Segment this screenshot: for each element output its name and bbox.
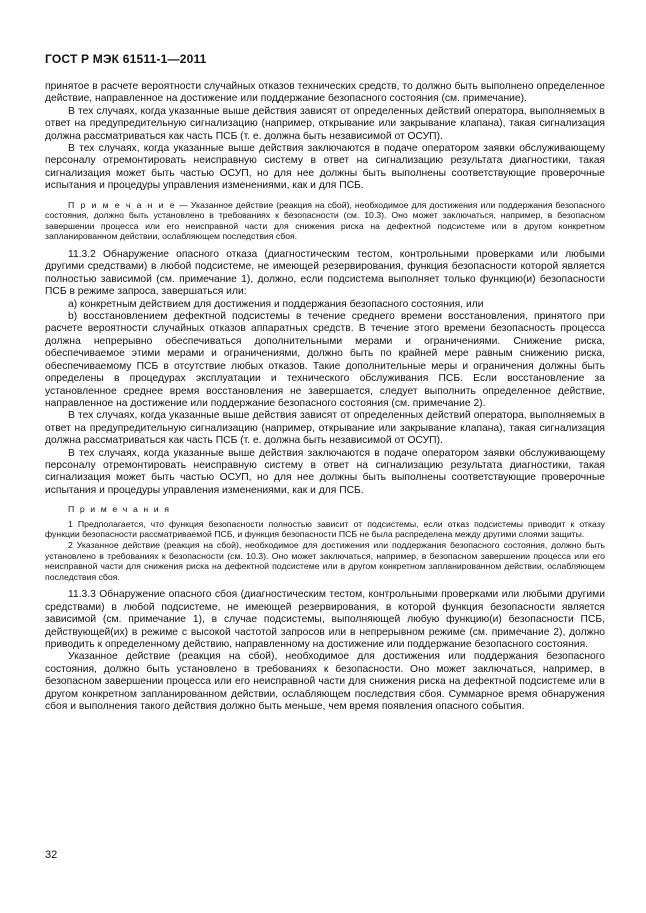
page-body (45, 81, 605, 713)
notes-heading: П р и м е ч а н и я (68, 504, 171, 515)
paragraph: В тех случаях, когда указанные выше действия заключаются в подаче оператором заявки обслуживающему персоналу отремонтировать неисправную систему в ответ на сигнализацию результата диагностики, такая сигнализация может быть частью ОСУП, но для нее должны быть выполнены соответствующие проверочные испытания и процедуры управления изменениями, как и для ПСБ. (45, 447, 605, 496)
paragraph: В тех случаях, когда указанные выше действия зависят от определенных действий оператора, выполняемых в ответ на предупредительную сигнализацию (например, открывание или закрывание клапана), такая сигнализация должна рассматриваться как часть ПСБ (т. е. должна быть независимой от ОСУП). (45, 105, 605, 142)
note (45, 200, 605, 242)
note-2: 2 Указанное действие (реакция на сбой), необходимое для достижения или поддержания безопасного состояния, должно быть установлено в требованиях к безопасности (см. 10.3). Оно может заключаться, например, в безопасном завершении процесса или его неисправной части для снижения риска на дефектной подсистеме или в другом конкретном запланированном действии, ослабляющем последствия сбоя. (45, 539, 605, 582)
page-number: 32 (45, 849, 58, 861)
note-1: 1 Предполагается, что функция безопасности полностью зависит от подсистемы, если отказ подсистемы приводит к отказу функции безопасности рассматриваемой ПСБ, и функция безопасности ПСБ не была распределена между другими слоями защиты. (45, 518, 605, 540)
list-item-a: a) конкретным действием для достижения и поддержания безопасного состояния, или (68, 298, 484, 310)
note-text: — Указанное действие (реакция на сбой), необходимое для достижения или поддержания безопасного состояния, должно быть установлено в требованиях к безопасности (см. 10.3). Оно может заключаться, например, в безопасном завершении процесса или его неисправной части для снижения риска на дефектной подсистеме или в другом конкретном запланированном действии, ослабляющем последствия сбоя. (45, 199, 605, 242)
document-header: ГОСТ Р МЭК 61511-1—2011 (45, 52, 207, 66)
section-11-3-3: 11.3.3 Обнаружение опасного сбоя (диагностическим тестом, контрольными проверками или любыми другими средствами) в любой подсистеме, не имеющей резервирования, в которой функция безопасности является зависимой (см. примечание 1), в случае подсистемы, выполняющей любую функцию(и) безопасности ПСБ, действующей(их) в режиме с высокой частотой запросов или в непрерывном режиме (см. примечание 2), должно приводить к определенному действию, направленному на достижение или поддержание безопасного состояния. (45, 589, 605, 650)
list-item-b: b) восстановлением дефектной подсистемы в течение среднего времени восстановления, принятого при расчете вероятности случайных отказов аппаратных средств. В течение этого времени безопасность процесса должна непрерывно обеспечиваться дополнительными мерами и ограничениями. Снижение риска, обеспечиваемое этими мерами и ограничениями, должно быть по крайней мере равным снижению риска, обеспечиваемому ПСБ в отсутствие любых отказов. Такие дополнительные меры и ограничения должны быть определены в процедурах эксплуатации и технического обслуживания ПСБ. Если восстановление за установленное среднее время восстановления не завершается, следует выполнить определенное действие, направленное на достижение или поддержание безопасного состояния (см. примечание 2). (45, 311, 605, 409)
paragraph: В тех случаях, когда указанные выше действия заключаются в подаче оператором заявки обслуживающему персоналу отремонтировать неисправную систему в ответ на сигнализацию результата диагностики, такая сигнализация может быть частью ОСУП, но для нее должны быть выполнены соответствующие проверочные испытания и процедуры управления изменениями, как и для ПСБ. (45, 143, 605, 192)
paragraph: принятое в расчете вероятности случайных отказов технических средств, то должно быть выполнено определенное действие, направленное на достижение или поддержание безопасного состояния (см. примечание). (45, 81, 605, 105)
paragraph: В тех случаях, когда указанные выше действия зависят от определенных действий оператора, выполняемых в ответ на предупредительную сигнализацию (например, открывание или закрывание клапана), такая сигнализация должна рассматриваться как часть ПСБ (т. е. должна быть независимой от ОСУП). (45, 410, 605, 447)
section-11-3-2: 11.3.2 Обнаружение опасного отказа (диагностическим тестом, контрольными проверками или любыми другими средствами) в любой подсистеме, не имеющей резервирования, функция безопасности которой является полностью зависимой (см. примечание 1), должно, если подсистема выполняет только функцию(и) безопасности ПСБ в режиме запроса, завершаться или: (45, 249, 605, 298)
note-label: П р и м е ч а н и е (68, 199, 177, 210)
paragraph: Указанное действие (реакция на сбой), необходимое для достижения или поддержания безопасного состояния, должно быть установлено в требованиях к безопасности. Оно может заключаться, например, в безопасном завершении процесса или его неисправной части для снижения риска на дефектной подсистеме или в другом конкретном запланированном действии, ослабляющем последствия сбоя. Суммарное время обнаружения сбоя и выполнения такого действия должно быть меньше, чем время появления опасного события. (45, 651, 605, 712)
